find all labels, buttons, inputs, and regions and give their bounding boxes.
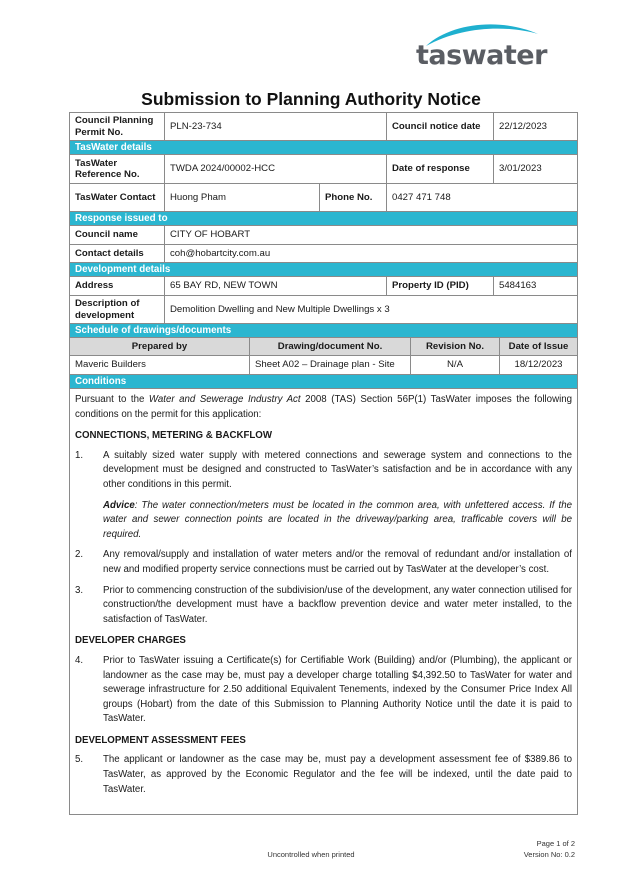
conditions-intro [75, 393, 572, 422]
intro-text-a: Pursuant to the [75, 394, 149, 405]
address-label: Address [70, 277, 165, 295]
contact-value: Huong Pham [165, 184, 320, 211]
section-development-details: Development details [70, 263, 577, 277]
condition-1-number: 1. [75, 449, 84, 461]
schedule-revision: N/A [411, 356, 500, 374]
footer-version: Version No: 0.2 [523, 850, 575, 859]
response-date-label: Date of response [387, 155, 494, 183]
condition-2 [75, 548, 572, 577]
response-date-value: 3/01/2023 [499, 163, 542, 175]
condition-3-number: 3. [75, 584, 84, 596]
intro-text-b: 2008 (TAS) Section 56P(1) TasWater imposes the following conditions on the permit for this application: [75, 394, 572, 420]
pid-label: Property ID (PID) [387, 277, 494, 295]
section-schedule: Schedule of drawings/documents [70, 324, 577, 338]
advice-label: Advice [103, 499, 135, 511]
logo-text: taswater [416, 40, 547, 71]
schedule-header-drawing-no: Drawing/document No. [250, 338, 411, 355]
conditions-body [70, 389, 577, 797]
contact-details-row [70, 245, 577, 263]
description-value: Demolition Dwelling and New Multiple Dwellings x 3 [170, 303, 390, 315]
schedule-prepared-by: Maveric Builders [70, 356, 250, 374]
notice-date-label: Council notice date [387, 113, 494, 140]
condition-1 [75, 449, 572, 493]
contact-details-value[interactable]: coh@hobartcity.com.au [170, 247, 271, 259]
schedule-header-revision: Revision No. [411, 338, 500, 355]
table-row [70, 356, 577, 375]
address-value: 65 BAY RD, NEW TOWN [165, 277, 387, 295]
heading-connections: CONNECTIONS, METERING & BACKFLOW [75, 430, 272, 442]
reference-label: TasWater Reference No. [70, 155, 165, 183]
phone-label: Phone No. [320, 184, 387, 211]
advice-text: : The water connection/meters must be located in the common area, with unfettered access. If the water and sewer connection points are located in the driveway/parking area, trafficable covers will be required. [103, 499, 572, 540]
phone-value: 0427 471 748 [392, 191, 451, 203]
condition-5-text: The applicant or landowner as the case may be, must pay a development assessment fee of $389.86 to TasWater, as approved by the Economic Regulator and the fee will be indexed, until the date paid to TasWater. [103, 754, 572, 795]
notice-date-value: 22/12/2023 [499, 120, 548, 132]
condition-4-number: 4. [75, 654, 84, 666]
heading-assessment-fees: DEVELOPMENT ASSESSMENT FEES [75, 734, 246, 746]
contact-label: TasWater Contact [70, 184, 165, 211]
pid-value: 5484163 [499, 280, 537, 292]
address-row [70, 277, 577, 296]
schedule-header-date: Date of Issue [500, 338, 577, 355]
page-title: Submission to Planning Authority Notice [141, 89, 481, 109]
condition-5-number: 5. [75, 754, 84, 766]
section-taswater-details: TasWater details [70, 141, 577, 155]
permit-value: PLN-23-734 [165, 113, 387, 140]
condition-4-text: Prior to TasWater issuing a Certificate(s) for Certifiable Work (Building) and/or (Plumbing), the applicant or landowner as the case may be, must pay a developer charge totalling $4,392.50 to TasWater for water and sewerage infrastructure for 2.50 additional Equivalent Tenements, indexed by the Consumer Price Index All groups (Hobart) from the date of this Submission to Planning Authority Notice until the date it is paid to TasWater. [103, 654, 572, 725]
condition-5 [75, 753, 572, 797]
description-row [70, 296, 577, 324]
permit-row [70, 113, 577, 141]
footer-uncontrolled: Uncontrolled when printed [267, 850, 355, 859]
advice-note [103, 499, 572, 543]
permit-label: Council Planning Permit No. [70, 113, 165, 140]
intro-act-name: Water and Sewerage Industry Act [148, 394, 301, 405]
contact-details-label: Contact details [70, 245, 165, 262]
section-response-issued: Response issued to [70, 212, 577, 226]
schedule-drawing-no: Sheet A02 – Drainage plan - Site [250, 356, 411, 374]
condition-4 [75, 654, 572, 727]
reference-value: TWDA 2024/00002-HCC [165, 155, 387, 183]
description-label: Description of development [70, 296, 165, 323]
council-row [70, 226, 577, 245]
schedule-date: 18/12/2023 [514, 359, 563, 371]
section-conditions: Conditions [70, 375, 577, 389]
condition-1-text: A suitably sized water supply with metered connections and sewerage system and connections to the development must be designed and constructed to TasWater’s satisfaction and be in accordance with any other conditions in this permit. [103, 449, 572, 490]
taswater-logo [412, 18, 547, 71]
schedule-header-prepared-by: Prepared by [70, 338, 250, 355]
contact-row [70, 184, 577, 212]
condition-3-text: Prior to commencing construction of the subdivision/use of the development, any water connection utilised for construction/the development must have a backflow prevention device and water meter installed, to the satisfaction of TasWater. [103, 584, 572, 625]
notice-form [69, 112, 578, 815]
schedule-header-row [70, 338, 577, 356]
condition-3 [75, 584, 572, 628]
heading-developer-charges: DEVELOPER CHARGES [75, 635, 186, 647]
council-value: CITY OF HOBART [170, 229, 251, 241]
footer-page-number: Page 1 of 2 [536, 839, 575, 848]
condition-2-number: 2. [75, 549, 84, 561]
condition-2-text: Any removal/supply and installation of water meters and/or the removal of redundant and/or installation of new and modified property service connections must be carried out by TasWater at the developer’s cost. [103, 549, 572, 575]
reference-row [70, 155, 577, 184]
council-label: Council name [70, 226, 165, 244]
